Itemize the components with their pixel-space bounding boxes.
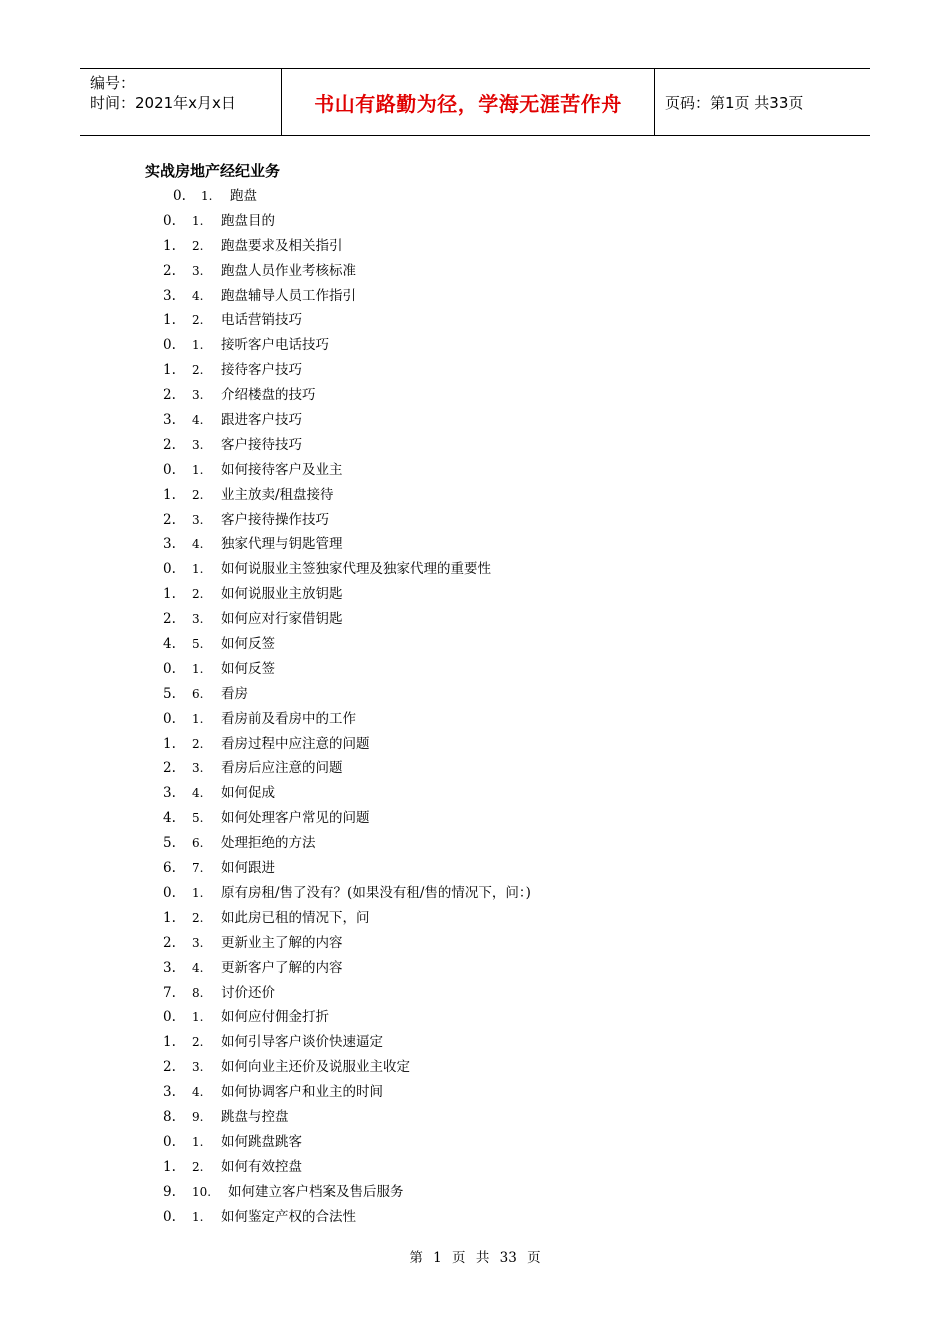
- toc-item-minor-number: 2.: [192, 736, 204, 751]
- toc-item-major-number: 6.: [163, 860, 176, 877]
- toc-item-major-number: 1.: [163, 486, 176, 503]
- toc-item: [0, 358, 950, 383]
- toc-item-major-number: 0.: [163, 660, 176, 677]
- toc-item-minor-number: 3.: [192, 388, 204, 403]
- toc-item-minor-number: 2.: [192, 238, 204, 253]
- toc-item-major-number: 8.: [163, 1108, 176, 1125]
- toc-item-minor-number: 5.: [192, 637, 204, 652]
- toc-item-major-number: 0.: [163, 884, 176, 901]
- toc-item: [0, 1155, 950, 1180]
- toc-item-text: 如何接待客户及业主: [221, 461, 343, 478]
- toc-item-text: 如何有效控盘: [221, 1158, 302, 1175]
- toc-item-text: 如何促成: [221, 785, 275, 802]
- toc-item-minor-number: 3.: [192, 437, 204, 452]
- toc-item-text: 跑盘辅导人员工作指引: [221, 287, 356, 304]
- toc-item-major-number: 3.: [163, 1084, 176, 1101]
- toc-item-major-number: 0.: [163, 710, 176, 727]
- toc-item-minor-number: 3.: [192, 935, 204, 950]
- toc-item-major-number: 1.: [163, 909, 176, 926]
- toc-item-major-number: 4.: [163, 810, 176, 827]
- toc-item: [0, 1055, 950, 1080]
- toc-item-text: 如何引导客户谈价快速逼定: [221, 1034, 383, 1051]
- toc-item: [0, 607, 950, 632]
- toc-item-minor-number: 1.: [192, 562, 204, 577]
- toc-item-text: 如何说服业主签独家代理及独家代理的重要性: [221, 561, 491, 578]
- toc-item-text: 客户接待技巧: [221, 436, 302, 453]
- toc-item: [0, 682, 950, 707]
- toc-item-minor-number: 2.: [192, 910, 204, 925]
- toc-item-text: 如何向业主还价及说服业主收定: [221, 1059, 410, 1076]
- toc-item-major-number: 9.: [163, 1183, 176, 1200]
- toc-item-text: 如何说服业主放钥匙: [221, 586, 343, 603]
- toc-item-major-number: 0.: [163, 461, 176, 478]
- toc-item-minor-number: 3.: [192, 512, 204, 527]
- toc-item: [0, 881, 950, 906]
- toc-item-text: 接待客户技巧: [221, 362, 302, 379]
- toc-item-text: 跳盘与控盘: [221, 1108, 289, 1125]
- page-footer: [0, 1246, 950, 1266]
- toc-item-minor-number: 4.: [192, 786, 204, 801]
- toc-item-text: 如何跟进: [221, 860, 275, 877]
- toc-item-text: 如何处理客户常见的问题: [221, 810, 370, 827]
- toc-item-minor-number: 6.: [192, 686, 204, 701]
- toc-item: [0, 184, 950, 209]
- toc-item-major-number: 3.: [163, 536, 176, 553]
- toc-item-text: 电话营销技巧: [221, 312, 302, 329]
- toc-item-minor-number: 1.: [192, 885, 204, 900]
- toc-item-text: 更新业主了解的内容: [221, 934, 343, 951]
- toc-item-major-number: 2.: [163, 436, 176, 453]
- toc-item-text: 如此房已租的情况下，问: [221, 909, 370, 926]
- toc-item-major-number: 1.: [163, 312, 176, 329]
- toc-item: [0, 532, 950, 557]
- toc-item-minor-number: 1.: [192, 462, 204, 477]
- toc-item: [0, 458, 950, 483]
- toc-item-text: 看房: [221, 685, 248, 702]
- toc-item-major-number: 2.: [163, 760, 176, 777]
- toc-item: [0, 657, 950, 682]
- toc-item-major-number: 3.: [163, 959, 176, 976]
- toc-item-text: 独家代理与钥匙管理: [221, 536, 343, 553]
- footer-page-number: 1: [433, 1250, 442, 1266]
- toc-item-minor-number: 4.: [192, 413, 204, 428]
- toc-item-minor-number: 4.: [192, 537, 204, 552]
- toc-item-minor-number: 8.: [192, 985, 204, 1000]
- toc-item-minor-number: 3.: [192, 1060, 204, 1075]
- toc-item-text: 跑盘人员作业考核标准: [221, 262, 356, 279]
- toc-item-text: 如何跳盘跳客: [221, 1133, 302, 1150]
- toc-item-minor-number: 2.: [192, 587, 204, 602]
- toc-item: [0, 557, 950, 582]
- toc-item-minor-number: 2.: [192, 363, 204, 378]
- footer-total-unit: 页: [527, 1250, 541, 1266]
- toc-item: [0, 433, 950, 458]
- toc-item: [0, 1105, 950, 1130]
- toc-item-text: 看房过程中应注意的问题: [221, 735, 370, 752]
- toc-item-text: 看房后应注意的问题: [221, 760, 343, 777]
- toc-item-minor-number: 1.: [192, 661, 204, 676]
- toc-item-minor-number: 1.: [201, 189, 213, 203]
- toc-item-major-number: 0.: [163, 1009, 176, 1026]
- toc-item-text: 更新客户了解的内容: [221, 959, 343, 976]
- toc-item-minor-number: 6.: [192, 836, 204, 851]
- toc-item: [0, 1080, 950, 1105]
- toc-item-text: 如何反签: [221, 660, 275, 677]
- toc-item-major-number: 2.: [163, 611, 176, 628]
- toc-item-text: 处理拒绝的方法: [221, 835, 316, 852]
- footer-total-prefix: 共: [475, 1250, 490, 1266]
- header-time-label: 时间：2021年x月x日: [90, 94, 236, 112]
- toc-item: [0, 1205, 950, 1230]
- toc-item: [0, 259, 950, 284]
- toc-item-minor-number: 4.: [192, 960, 204, 975]
- toc-item-text: 讨价还价: [221, 984, 275, 1001]
- toc-item: [0, 284, 950, 309]
- toc-item-major-number: 0.: [163, 212, 176, 229]
- toc-item-minor-number: 9.: [192, 1109, 204, 1124]
- header-page-info: 页码：第1页 共33页: [665, 93, 804, 112]
- toc-item-text: 如何鉴定产权的合法性: [221, 1208, 356, 1225]
- toc-item-major-number: 2.: [163, 934, 176, 951]
- toc-item: [0, 234, 950, 259]
- toc-item-text: 接听客户电话技巧: [221, 337, 329, 354]
- footer-page-unit: 页: [452, 1250, 466, 1266]
- toc-item-minor-number: 2.: [192, 313, 204, 328]
- toc-item-minor-number: 1.: [192, 1010, 204, 1025]
- toc-item: [0, 931, 950, 956]
- toc-item-text: 跑盘目的: [221, 212, 275, 229]
- toc-item: [0, 582, 950, 607]
- toc-item-major-number: 0.: [163, 1208, 176, 1225]
- toc-item: [0, 408, 950, 433]
- toc-item-text: 跑盘要求及相关指引: [221, 237, 343, 254]
- toc-item-minor-number: 1.: [192, 1209, 204, 1224]
- toc-item-major-number: 2.: [163, 262, 176, 279]
- toc-item-major-number: 2.: [163, 511, 176, 528]
- toc-item-major-number: 1.: [163, 237, 176, 254]
- toc-item-text: 如何应对行家借钥匙: [221, 611, 343, 628]
- toc-item: [0, 508, 950, 533]
- page-header: [80, 68, 870, 136]
- toc-item-minor-number: 1.: [192, 338, 204, 353]
- toc-item-minor-number: 5.: [192, 811, 204, 826]
- toc-item-text: 原有房租/售了没有？(如果没有租/售的情况下，问：): [221, 884, 531, 901]
- toc-item-minor-number: 1.: [192, 213, 204, 228]
- toc-item-major-number: 2.: [163, 1059, 176, 1076]
- toc-item-major-number: 2.: [163, 387, 176, 404]
- toc-item-minor-number: 3.: [192, 761, 204, 776]
- toc-item-minor-number: 10.: [192, 1184, 212, 1199]
- toc-item-major-number: 7.: [163, 984, 176, 1001]
- toc-item: [0, 732, 950, 757]
- footer-prefix: 第: [409, 1250, 423, 1266]
- toc-item-minor-number: 4.: [192, 1085, 204, 1100]
- toc-item-text: 如何应付佣金打折: [221, 1009, 329, 1026]
- toc-item: [0, 308, 950, 333]
- toc-item-text: 如何反签: [221, 636, 275, 653]
- toc-item: [0, 906, 950, 931]
- toc-item-major-number: 4.: [163, 636, 176, 653]
- toc-item-major-number: 0.: [163, 337, 176, 354]
- toc-item-major-number: 0.: [163, 1133, 176, 1150]
- toc-item: [0, 209, 950, 234]
- toc-item-minor-number: 3.: [192, 612, 204, 627]
- header-meta: [80, 69, 282, 135]
- toc-item-text: 跑盘: [230, 188, 257, 204]
- toc-item-major-number: 1.: [163, 735, 176, 752]
- toc-item: [0, 383, 950, 408]
- toc-item-text: 介绍楼盘的技巧: [221, 387, 316, 404]
- header-number-label: 编号：: [90, 74, 136, 92]
- toc-item-minor-number: 2.: [192, 1159, 204, 1174]
- toc-item-major-number: 1.: [163, 586, 176, 603]
- toc-item: [0, 707, 950, 732]
- toc-item-text: 如何建立客户档案及售后服务: [228, 1183, 404, 1200]
- toc-item-major-number: 5.: [163, 685, 176, 702]
- toc-item: [0, 632, 950, 657]
- toc-item: [0, 781, 950, 806]
- toc-item: [0, 831, 950, 856]
- toc-item-major-number: 1.: [163, 362, 176, 379]
- toc-item-major-number: 0.: [173, 188, 186, 204]
- header-motto: 书山有路勤为径，学海无涯苦作舟: [282, 69, 655, 135]
- toc-item-major-number: 3.: [163, 287, 176, 304]
- toc-item-minor-number: 7.: [192, 861, 204, 876]
- toc-item-text: 客户接待操作技巧: [221, 511, 329, 528]
- toc-item: [0, 333, 950, 358]
- toc-item: [0, 956, 950, 981]
- table-of-contents: [0, 184, 950, 1229]
- toc-item-text: 如何协调客户和业主的时间: [221, 1084, 383, 1101]
- toc-item-text: 跟进客户技巧: [221, 412, 302, 429]
- toc-item: [0, 856, 950, 881]
- toc-item-minor-number: 3.: [192, 263, 204, 278]
- toc-item-minor-number: 2.: [192, 487, 204, 502]
- toc-item-minor-number: 2.: [192, 1035, 204, 1050]
- toc-item: [0, 1005, 950, 1030]
- toc-item-text: 看房前及看房中的工作: [221, 710, 356, 727]
- toc-item-major-number: 1.: [163, 1158, 176, 1175]
- toc-item-major-number: 1.: [163, 1034, 176, 1051]
- toc-item: [0, 981, 950, 1006]
- toc-item-minor-number: 4.: [192, 288, 204, 303]
- toc-item: [0, 1030, 950, 1055]
- toc-item: [0, 483, 950, 508]
- toc-item-minor-number: 1.: [192, 711, 204, 726]
- toc-item-major-number: 0.: [163, 561, 176, 578]
- footer-total-pages: 33: [499, 1250, 517, 1266]
- toc-item: [0, 806, 950, 831]
- toc-item: [0, 756, 950, 781]
- toc-item-major-number: 3.: [163, 785, 176, 802]
- toc-item-major-number: 5.: [163, 835, 176, 852]
- toc-item-minor-number: 1.: [192, 1134, 204, 1149]
- document-title: 实战房地产经纪业务: [145, 162, 281, 180]
- toc-item: [0, 1130, 950, 1155]
- toc-item: [0, 1180, 950, 1205]
- toc-item-text: 业主放卖/租盘接待: [221, 486, 334, 503]
- toc-item-major-number: 3.: [163, 412, 176, 429]
